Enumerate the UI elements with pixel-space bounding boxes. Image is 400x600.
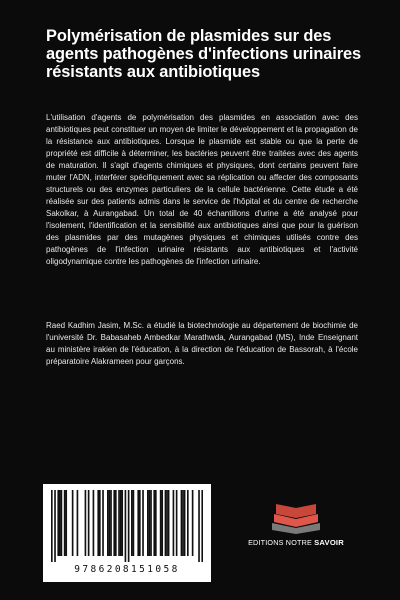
barcode-bar — [137, 490, 139, 556]
barcode-bar — [72, 490, 74, 556]
barcode-bar — [102, 490, 104, 556]
barcode-bar — [182, 490, 184, 556]
isbn-barcode — [43, 484, 211, 582]
barcode-bar — [139, 490, 141, 556]
barcode-bar — [88, 490, 90, 556]
barcode-bar — [118, 490, 120, 556]
barcode-bar — [59, 490, 61, 556]
barcode-bar — [155, 490, 157, 556]
barcode-bar — [160, 490, 162, 556]
barcode-bar — [54, 490, 56, 562]
barcode-bar — [198, 490, 200, 562]
barcode-bar — [150, 490, 152, 556]
barcode-bar — [131, 490, 133, 556]
barcode-bar — [128, 490, 130, 562]
barcode-bar — [97, 490, 99, 556]
book-title: Polymérisation de plasmides sur des agents pathogènes d'infections urinaires résistants aux antibiotiques — [46, 27, 362, 82]
barcode-bar — [166, 490, 168, 556]
open-book-logo-icon — [270, 500, 322, 534]
publisher-name-strong: SAVOIR — [314, 538, 344, 547]
barcode-bar — [168, 490, 170, 556]
barcode-bar — [142, 490, 144, 556]
barcode-bar — [51, 490, 53, 562]
barcode-bar — [99, 490, 101, 556]
barcode-bar — [64, 490, 66, 556]
publisher-block — [244, 500, 348, 560]
barcode-bar — [85, 490, 87, 556]
barcode-bar — [192, 490, 194, 556]
barcode-bar — [110, 490, 112, 556]
author-bio: Raed Kadhim Jasim, M.Sc. a étudié la biotechnologie au département de biochimie de l'université Dr. Babasaheb Ambedkar Marathwda, Aurangabad (MS), Inde Enseignant au ministère irakien de l'éducation, à la direction de l'éducation de Bassorah, à l'école préparatoire Alakrameen pour garçons. — [46, 321, 358, 366]
barcode-bar — [147, 490, 149, 556]
barcode-bar — [153, 490, 155, 556]
barcode-bar — [125, 490, 127, 562]
barcode-bar — [65, 490, 67, 556]
book-abstract: L'utilisation d'agents de polymérisation des plasmides en association avec des antibiotiques peut constituer un moyen de limiter le développement et la propagation de la résistance aux antibiotiques. Lorsque le plasmide est stable ou que la perte de propriété est difficile à déterminer, les bactéries peuvent être traitées avec des agents de maturation. Il s'agit d'agents chimiques et physiques, dont certains peuvent faire muter l'ADN, interférer spécifiquement avec sa réplication ou affecter des composants structurels ou des enzymes particuliers de la cellule bactérienne. Cette étude a été réalisée sur des patients admis dans le service de l'hôpital et du centre de recherche Sakolkar, à Aurangabad. Un total de 40 échantillons d'urine a été analysé pour l'isolement, l'identification et la sensibilité aux antibiotiques ainsi que pour la guérison des plasmides par des mutagènes physiques et chimiques utilisés contre des pathogènes de l'infection urinaire résistants aux antibiotiques et l'activité oligodynamique contre les pathogènes de l'infection urinaire. — [46, 113, 358, 266]
barcode-bar — [184, 490, 186, 556]
barcode-bar — [93, 490, 95, 556]
barcode-bar — [165, 490, 167, 556]
barcode-bar — [181, 490, 183, 556]
barcode-bar — [120, 490, 122, 556]
barcode-bar — [115, 490, 117, 556]
barcode-bar — [201, 490, 203, 562]
barcode-digits: 9786208151058 — [74, 564, 180, 575]
barcode-bar — [161, 490, 163, 556]
barcode-bar — [107, 490, 109, 556]
barcode-bar — [57, 490, 59, 556]
publisher-name-prefix: EDITIONS NOTRE — [248, 538, 315, 547]
barcode-bar — [149, 490, 151, 556]
barcode-bar — [121, 490, 123, 556]
barcode-bar — [77, 490, 79, 556]
barcode-bar — [173, 490, 175, 556]
barcode-bar — [176, 490, 178, 556]
barcode-bar — [109, 490, 111, 556]
barcode-bar — [61, 490, 63, 556]
barcode-bar — [113, 490, 115, 556]
barcode-bar — [187, 490, 189, 556]
barcode-bars-icon — [51, 490, 203, 562]
publisher-name — [244, 538, 348, 547]
barcode-bar — [133, 490, 135, 556]
